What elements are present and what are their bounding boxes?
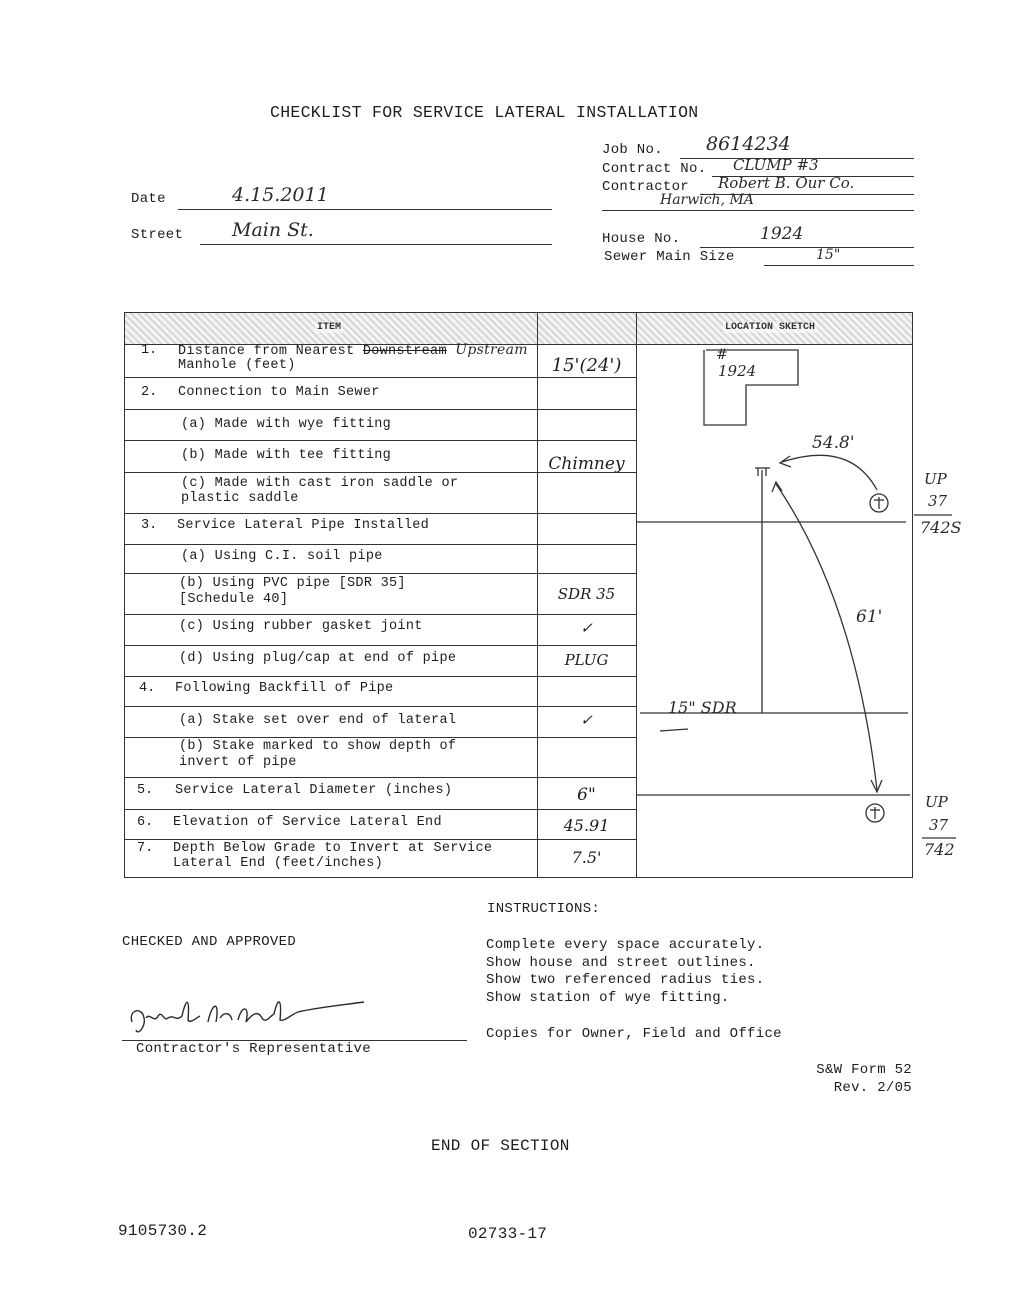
sketch-header: LOCATION SKETCH <box>725 322 816 333</box>
row-4-num: 4. <box>139 681 156 696</box>
row-2c-line2: plastic saddle <box>181 491 299 506</box>
street-label: Street <box>131 227 184 243</box>
sketch-tie-top-label: 54.8' <box>812 433 855 453</box>
footer-doc-number: 9105730.2 <box>118 1222 208 1240</box>
row-4a-label: (a) Stake set over end of lateral <box>179 713 457 728</box>
row-5-num: 5. <box>137 783 154 798</box>
signature <box>124 992 384 1042</box>
row-2a-label: (a) Made with wye fitting <box>181 417 392 432</box>
house-no-label: House No. <box>602 231 681 247</box>
row-2b-value: Chimney <box>548 454 625 474</box>
up-bottom-line3: 742 <box>924 840 955 859</box>
form-id-line2: Rev. 2/05 <box>833 1080 912 1096</box>
row-6-value: 45.91 <box>563 816 610 835</box>
row-3c-value: ✓ <box>580 619 593 637</box>
row-2b-label: (b) Made with tee fitting <box>181 448 392 463</box>
up-bottom-line1: UP <box>925 793 948 811</box>
row-1-label: Distance from Nearest Downstream Upstream <box>178 342 528 359</box>
row-3b-line2: [Schedule 40] <box>179 592 289 607</box>
row-3c-label: (c) Using rubber gasket joint <box>179 619 423 634</box>
item-header: ITEM <box>317 322 342 333</box>
up-top-line2: 37 <box>928 492 948 510</box>
street-value: Main St. <box>232 219 314 241</box>
contractor-rep-label: Contractor's Representative <box>136 1041 371 1057</box>
row-5-label: Service Lateral Diameter (inches) <box>175 783 453 798</box>
sketch-house-label-hash: # <box>716 347 728 363</box>
row-1-num: 1. <box>141 343 158 358</box>
up-top-line3: 742S <box>920 518 962 537</box>
date-label: Date <box>131 191 166 207</box>
row-4b-label: (b) Stake marked to show depth of <box>179 739 457 754</box>
row-1-insert: Upstream <box>455 342 528 358</box>
form-id-line1: S&W Form 52 <box>816 1062 912 1078</box>
row-7-label: Depth Below Grade to Invert at Service <box>173 841 493 856</box>
row-5-value: 6" <box>577 785 596 805</box>
instruction-line: Show two referenced radius ties. <box>486 972 765 988</box>
instructions-copies: Copies for Owner, Field and Office <box>486 1026 782 1042</box>
page-title: CHECKLIST FOR SERVICE LATERAL INSTALLATION <box>270 103 699 122</box>
row-3-label: Service Lateral Pipe Installed <box>177 518 430 533</box>
sketch-tie-long-label: 61' <box>856 607 883 627</box>
contract-no-value: CLUMP #3 <box>733 156 819 174</box>
row-3b-label: (b) Using PVC pipe [SDR 35] <box>179 576 406 591</box>
row-6-label: Elevation of Service Lateral End <box>173 815 442 830</box>
instruction-line: Show station of wye fitting. <box>486 989 730 1006</box>
row-7-line2: Lateral End (feet/inches) <box>173 856 384 871</box>
row-2-label: Connection to Main Sewer <box>178 385 380 400</box>
contract-no-label: Contract No. <box>602 161 707 177</box>
sewer-main-size-label: Sewer Main Size <box>604 249 735 265</box>
row-7-value: 7.5' <box>571 848 602 867</box>
tie-arc-long <box>776 484 877 790</box>
row-7-num: 7. <box>137 841 154 856</box>
row-1-struck: Downstream <box>362 344 447 359</box>
row-3d-label: (d) Using plug/cap at end of pipe <box>179 651 457 666</box>
instructions-list <box>486 937 764 1007</box>
row-2-num: 2. <box>141 385 158 400</box>
job-no-label: Job No. <box>602 142 663 158</box>
contractor-value-line2: Harwich, MA <box>660 192 754 208</box>
row-3b-value: SDR 35 <box>557 585 616 603</box>
row-2c-label: (c) Made with cast iron saddle or <box>181 476 459 491</box>
row-3a-label: (a) Using C.I. soil pipe <box>181 549 383 564</box>
sketch-house-label-number: 1924 <box>718 362 757 380</box>
up-top-line1: UP <box>924 470 947 488</box>
instruction-line: Show house and street outlines. <box>486 954 756 971</box>
instructions-heading: INSTRUCTIONS: <box>487 901 601 917</box>
sketch-sewer-label: 15" SDR <box>668 698 737 717</box>
contractor-value-line1: Robert B. Our Co. <box>718 174 855 192</box>
date-value: 4.15.2011 <box>232 184 329 206</box>
up-bottom-line2: 37 <box>929 816 949 834</box>
row-4b-line2: invert of pipe <box>179 755 297 770</box>
job-no-value: 8614234 <box>706 133 791 155</box>
end-of-section: END OF SECTION <box>431 1137 570 1155</box>
contractor-label: Contractor <box>602 179 690 195</box>
row-1-line2: Manhole (feet) <box>178 358 296 373</box>
checked-approved-label: CHECKED AND APPROVED <box>122 934 297 950</box>
row-3d-value: PLUG <box>564 651 609 669</box>
row-4a-value: ✓ <box>580 711 593 729</box>
instruction-line: Complete every space accurately. <box>486 937 765 953</box>
sewer-main-size-value: 15" <box>816 247 841 263</box>
tie-arc-top <box>782 455 877 490</box>
row-1-value: 15'(24') <box>551 355 622 376</box>
row-3-num: 3. <box>141 518 158 533</box>
row-4-label: Following Backfill of Pipe <box>175 681 394 696</box>
footer-page-number: 02733-17 <box>468 1225 548 1243</box>
row-6-num: 6. <box>137 815 154 830</box>
house-no-value: 1924 <box>760 224 804 244</box>
